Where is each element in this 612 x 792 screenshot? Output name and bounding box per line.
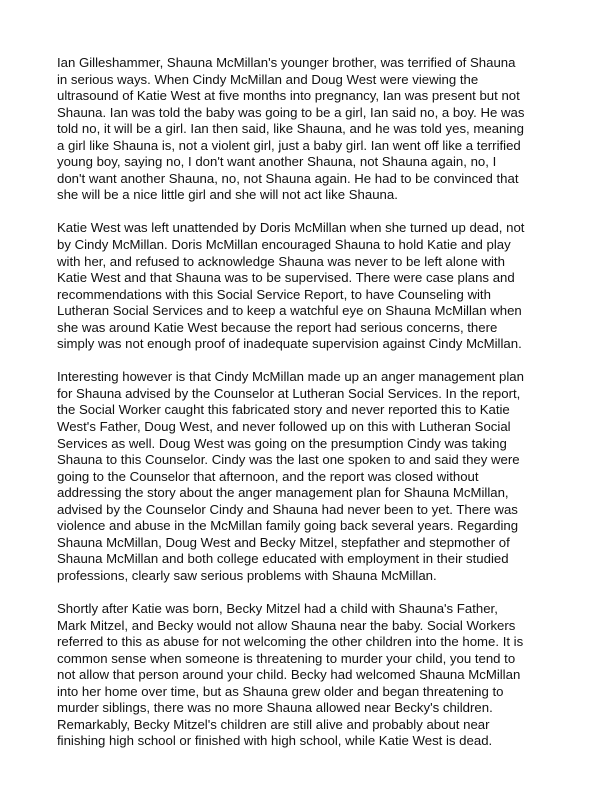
paragraph-1: [57, 55, 563, 204]
text-line: addressing the story about the anger management plan for Shauna McMillan,: [57, 485, 509, 501]
text-line: Shauna McMillan and both college educated with employment in their studied: [57, 551, 509, 567]
paragraph-3: [57, 369, 563, 584]
paragraph-4: [57, 601, 563, 750]
text-line: advised by the Counselor Cindy and Shauna had never been to yet. There was: [57, 501, 518, 517]
text-line: Shauna. Ian was told the baby was going to be a girl, Ian said no, a boy. He was: [57, 104, 525, 120]
text-line: Interesting however is that Cindy McMillan made up an anger management plan: [57, 369, 524, 385]
text-line: by Cindy McMillan. Doris McMillan encouraged Shauna to hold Katie and play: [57, 237, 511, 253]
document-body: [57, 55, 563, 767]
text-line: Ian Gilleshammer, Shauna McMillan's younger brother, was terrified of Shauna: [57, 55, 516, 70]
text-line: Shauna to this Counselor. Cindy was the last one spoken to and said they were: [57, 452, 520, 468]
text-line: Katie West and that Shauna was to be supervised. There were case plans and: [57, 270, 515, 286]
text-line: the Social Worker caught this fabricated story and never reported this to Katie: [57, 402, 510, 418]
text-line: murder siblings, there was no more Shauna allowed near Becky's children.: [57, 700, 493, 716]
text-line: a girl like Shauna is, not a violent girl, just a baby girl. Ian went off like a terrified: [57, 137, 521, 153]
text-line: Shortly after Katie was born, Becky Mitzel had a child with Shauna's Father,: [57, 601, 498, 617]
text-line: Katie West was left unattended by Doris McMillan when she turned up dead, not: [57, 220, 525, 236]
text-line: ultrasound of Katie West at five months into pregnancy, Ian was present but not: [57, 88, 520, 104]
text-line: referred to this as abuse for not welcoming the other children into the home. It is: [57, 634, 524, 650]
text-line: Lutheran Social Services and to keep a watchful eye on Shauna McMillan when: [57, 303, 522, 319]
text-line: Shauna McMillan, Doug West and Becky Mitzel, stepfather and stepmother of: [57, 534, 510, 550]
text-line: professions, clearly saw serious problems with Shauna McMillan.: [57, 567, 437, 583]
text-line: going to the Counselor that afternoon, and the report was closed without: [57, 468, 479, 484]
text-line: she will be a nice little girl and she will not act like Shauna.: [57, 187, 398, 203]
text-line: finishing high school or finished with high school, while Katie West is dead.: [57, 733, 493, 749]
text-line: violence and abuse in the McMillan family going back several years. Regarding: [57, 518, 519, 534]
text-line: Mark Mitzel, and Becky would not allow Shauna near the baby. Social Workers: [57, 617, 516, 633]
paragraph-2: [57, 220, 563, 352]
text-line: in serious ways. When Cindy McMillan and Doug West were viewing the: [57, 71, 479, 87]
text-line: for Shauna advised by the Counselor at Lutheran Social Services. In the report,: [57, 385, 521, 401]
text-line: West's Father, Doug West, and never followed up on this with Lutheran Social: [57, 419, 511, 435]
text-line: don't want another Shauna, no, not Shauna again. He had to be convinced that: [57, 170, 519, 186]
text-line: into her home over time, but as Shauna grew older and began threatening to: [57, 683, 504, 699]
text-line: Remarkably, Becky Mitzel's children are still alive and probably about near: [57, 716, 490, 732]
text-line: she was around Katie West because the report had serious concerns, there: [57, 319, 498, 335]
text-line: not allow that person around your child. Becky had welcomed Shauna McMillan: [57, 667, 521, 683]
text-line: with her, and refused to acknowledge Shauna was never to be left alone with: [57, 253, 505, 269]
text-line: recommendations with this Social Service Report, to have Counseling with: [57, 286, 491, 302]
text-line: common sense when someone is threatening to murder your child, you tend to: [57, 650, 516, 666]
text-line: simply was not enough proof of inadequate supervision against Cindy McMillan.: [57, 336, 522, 352]
text-line: young boy, saying no, I don't want another Shauna, not Shauna again, no, I: [57, 154, 497, 170]
text-line: told no, it will be a girl. Ian then said, like Shauna, and he was told yes, meaning: [57, 121, 524, 137]
text-line: Services as well. Doug West was going on the presumption Cindy was taking: [57, 435, 507, 451]
